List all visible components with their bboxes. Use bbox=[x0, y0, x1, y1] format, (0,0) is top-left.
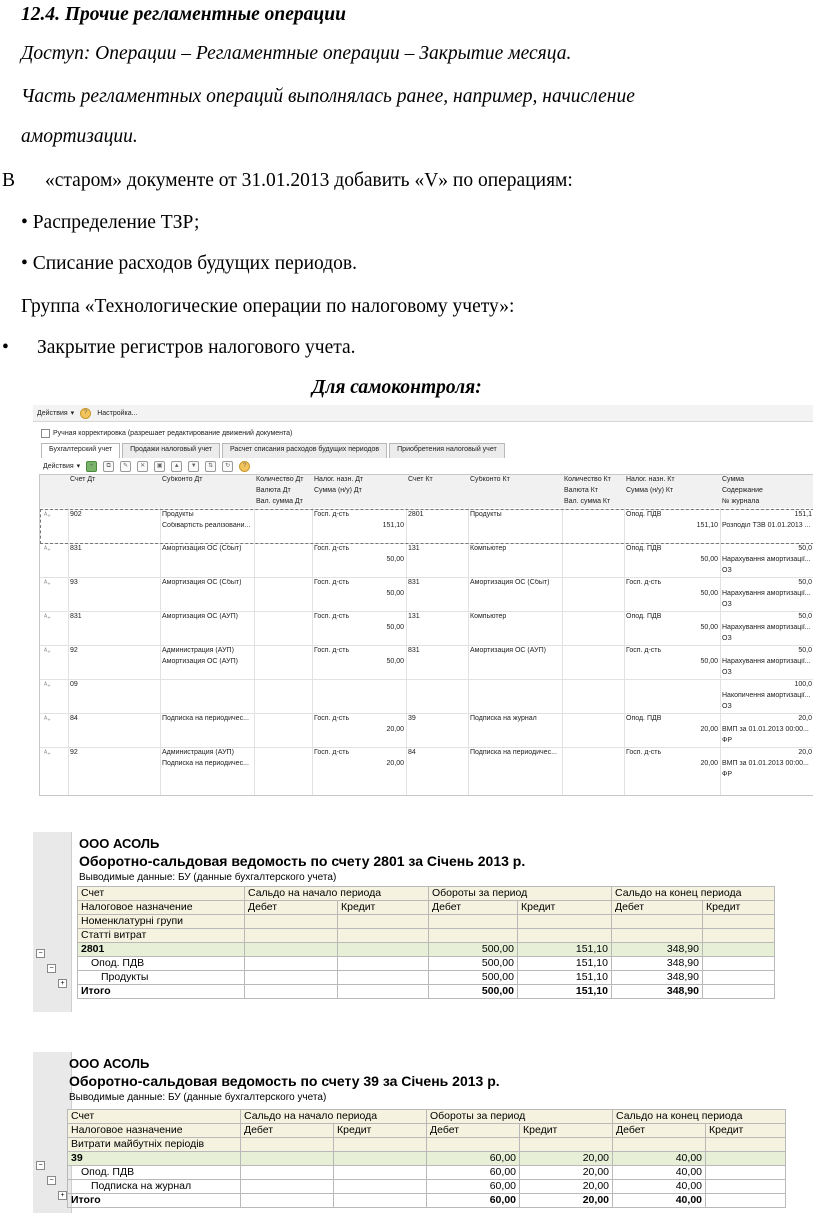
value-cell bbox=[338, 971, 429, 985]
report-subtitle: Выводимые данные: БУ (данные бухгалтерского учета) bbox=[69, 1092, 327, 1103]
table-cell bbox=[427, 1138, 520, 1152]
expand-toggle-icon[interactable]: + bbox=[58, 979, 67, 988]
content: Нарахування амортизації... bbox=[722, 590, 811, 597]
value-cell: 60,00 bbox=[427, 1180, 520, 1194]
table-cell bbox=[429, 929, 518, 943]
amount: 50,0 bbox=[798, 545, 812, 552]
row-type-icon: ᴬ₊ bbox=[44, 750, 51, 757]
row-type-icon: ᴬ₊ bbox=[44, 648, 51, 655]
header-cell: Дебет bbox=[241, 1124, 334, 1138]
header-cell: Сальдо на конец периода bbox=[612, 887, 775, 901]
value-cell: 348,90 bbox=[612, 957, 703, 971]
movement-row[interactable] bbox=[40, 543, 813, 578]
table-cell bbox=[245, 915, 338, 929]
value-cell bbox=[245, 985, 338, 999]
top-toolbar bbox=[33, 405, 813, 422]
bullet-item: • Списание расходов будущих периодов. bbox=[21, 253, 357, 274]
tax-purpose-credit: Госп. д-сть bbox=[626, 749, 662, 756]
table-cell bbox=[703, 915, 775, 929]
column-header[interactable]: Счет Дт bbox=[70, 476, 96, 483]
header-cell: Кредит bbox=[334, 1124, 427, 1138]
help-icon[interactable]: ? bbox=[239, 461, 250, 472]
movement-row[interactable] bbox=[40, 577, 813, 612]
value-cell bbox=[241, 1180, 334, 1194]
sort-icon[interactable]: ⇅ bbox=[205, 461, 216, 472]
tax-sum-debit: 50,00 bbox=[386, 658, 404, 665]
subconto-credit: Компьютер bbox=[470, 545, 507, 552]
tax-sum-credit: 50,00 bbox=[700, 556, 718, 563]
table-cell bbox=[518, 929, 612, 943]
subconto-debit: Администрация (АУП) bbox=[162, 647, 234, 654]
company-name: ООО АСОЛЬ bbox=[69, 1056, 150, 1071]
account-credit: 831 bbox=[408, 647, 420, 654]
value-cell bbox=[245, 971, 338, 985]
move-up-icon[interactable]: ▲ bbox=[171, 461, 182, 472]
value-cell: 151,10 bbox=[518, 971, 612, 985]
row-type-icon: ᴬ₊ bbox=[44, 614, 51, 621]
amount: 50,0 bbox=[798, 647, 812, 654]
tax-sum-debit: 50,00 bbox=[386, 590, 404, 597]
account-credit: 831 bbox=[408, 579, 420, 586]
row-label: 2801 bbox=[78, 943, 245, 957]
header-cell: Кредит bbox=[520, 1124, 613, 1138]
selected-row-outline bbox=[40, 509, 813, 544]
tax-sum-credit: 50,00 bbox=[700, 590, 718, 597]
column-header[interactable]: Субконто Дт bbox=[162, 476, 203, 483]
table-row bbox=[78, 901, 775, 915]
table-cell bbox=[613, 1138, 706, 1152]
row-label: 39 bbox=[68, 1152, 241, 1166]
subconto-debit: Администрация (АУП) bbox=[162, 749, 234, 756]
amount: 50,0 bbox=[798, 613, 812, 620]
table-cell bbox=[429, 915, 518, 929]
tax-sum-credit: 50,00 bbox=[700, 658, 718, 665]
header-cell: Дебет bbox=[429, 901, 518, 915]
value-cell: 151,10 bbox=[518, 957, 612, 971]
table-cell bbox=[245, 929, 338, 943]
subconto-credit: Продукты bbox=[470, 511, 502, 518]
move-down-icon[interactable]: ▼ bbox=[188, 461, 199, 472]
content: ФР bbox=[722, 771, 732, 778]
row-type-icon: ᴬ₊ bbox=[44, 580, 51, 587]
help-icon[interactable]: ? bbox=[80, 408, 91, 419]
column-header[interactable]: Счет Кт bbox=[408, 476, 433, 483]
value-cell bbox=[706, 1194, 786, 1208]
value-cell bbox=[245, 943, 338, 957]
tax-sum-credit: 151,10 bbox=[696, 522, 718, 529]
header-cell: Кредит bbox=[706, 1124, 786, 1138]
content: ОЗ bbox=[722, 635, 732, 642]
chevron-down-icon: ▾ bbox=[76, 463, 81, 470]
value-cell: 500,00 bbox=[429, 957, 518, 971]
column-header[interactable]: Вал. сумма Кт bbox=[564, 498, 611, 505]
table-cell bbox=[338, 915, 429, 929]
value-cell bbox=[703, 943, 775, 957]
value-cell bbox=[706, 1166, 786, 1180]
subconto-debit: Амортизация ОС (Сбыт) bbox=[162, 545, 242, 552]
header-cell: Статті витрат bbox=[78, 929, 245, 943]
value-cell bbox=[703, 957, 775, 971]
table-row bbox=[68, 1166, 786, 1180]
account-debit: 09 bbox=[70, 681, 78, 688]
subconto-debit: Амортизация ОС (АУП) bbox=[162, 613, 238, 620]
value-cell: 40,00 bbox=[613, 1152, 706, 1166]
content: Розподіл ТЗВ 01.01.2013 ... bbox=[722, 522, 811, 529]
subconto-credit: Компьютер bbox=[470, 613, 507, 620]
value-cell: 20,00 bbox=[520, 1166, 613, 1180]
subconto-credit: Подписка на периодичес... bbox=[470, 749, 557, 756]
content: ВМП за 01.01.2013 00:00... bbox=[722, 726, 809, 733]
account-debit: 831 bbox=[70, 545, 82, 552]
tax-purpose-debit: Госп. д-сть bbox=[314, 511, 350, 518]
amount: 20,0 bbox=[798, 715, 812, 722]
header-cell: Налоговое назначение bbox=[68, 1124, 241, 1138]
collapse-toggle-icon[interactable]: − bbox=[47, 964, 56, 973]
note-line-2: амортизации. bbox=[21, 126, 138, 147]
header-cell: Витрати майбутніх періодів bbox=[68, 1138, 241, 1152]
column-header[interactable]: Количество Кт bbox=[564, 476, 611, 483]
subconto-debit: Амортизация ОС (Сбыт) bbox=[162, 579, 242, 586]
table-row bbox=[78, 929, 775, 943]
register-tabs bbox=[41, 443, 507, 458]
account-credit: 131 bbox=[408, 613, 420, 620]
report-subtitle: Выводимые данные: БУ (данные бухгалтерского учета) bbox=[79, 872, 337, 883]
subconto-debit: Подписка на периодичес... bbox=[162, 760, 249, 767]
tax-sum-debit: 151,10 bbox=[382, 522, 404, 529]
row-type-icon: ᴬ₊ bbox=[44, 512, 51, 519]
bullet-item: Закрытие регистров налогового учета. bbox=[37, 337, 356, 358]
tax-purpose-debit: Госп. д-сть bbox=[314, 579, 350, 586]
content: ОЗ bbox=[722, 703, 732, 710]
header-cell: Кредит bbox=[518, 901, 612, 915]
table-cell bbox=[703, 929, 775, 943]
row-label: Опод. ПДВ bbox=[78, 957, 245, 971]
account-credit: 2801 bbox=[408, 511, 424, 518]
manual-correction-checkbox[interactable] bbox=[41, 429, 292, 438]
subconto-debit: Амортизация ОС (АУП) bbox=[162, 658, 238, 665]
tax-purpose-credit: Опод. ПДВ bbox=[626, 545, 662, 552]
refresh-icon[interactable]: ↻ bbox=[222, 461, 233, 472]
note-line-1: Часть регламентных операций выполнялась ранее, например, начисление bbox=[21, 86, 635, 107]
tax-purpose-debit: Госп. д-сть bbox=[314, 613, 350, 620]
table-row bbox=[68, 1152, 786, 1166]
header-cell: Счет bbox=[68, 1110, 241, 1124]
value-cell: 348,90 bbox=[612, 943, 703, 957]
subconto-debit: Подписка на периодичес... bbox=[162, 715, 249, 722]
movement-row[interactable] bbox=[40, 747, 813, 782]
content: Нарахування амортизації... bbox=[722, 658, 811, 665]
amount: 20,0 bbox=[798, 749, 812, 756]
header-cell: Сальдо на конец периода bbox=[613, 1110, 786, 1124]
value-cell: 348,90 bbox=[612, 985, 703, 999]
bullet-item: • Распределение ТЗР; bbox=[21, 212, 200, 233]
end-edit-icon[interactable]: ▣ bbox=[154, 461, 165, 472]
value-cell: 348,90 bbox=[612, 971, 703, 985]
actions-menu[interactable] bbox=[37, 409, 74, 417]
tax-purpose-debit: Госп. д-сть bbox=[314, 545, 350, 552]
tax-sum-credit: 20,00 bbox=[700, 760, 718, 767]
value-cell: 40,00 bbox=[613, 1180, 706, 1194]
value-cell: 40,00 bbox=[613, 1194, 706, 1208]
account-debit: 831 bbox=[70, 613, 82, 620]
table-row bbox=[78, 915, 775, 929]
account-debit: 84 bbox=[70, 715, 78, 722]
account-credit: 39 bbox=[408, 715, 416, 722]
report-table bbox=[77, 886, 775, 999]
content: Нарахування амортизації... bbox=[722, 624, 811, 631]
grid-header bbox=[40, 475, 813, 508]
chevron-down-icon: ▾ bbox=[70, 410, 75, 417]
actions-label: Действия bbox=[37, 409, 68, 417]
value-cell bbox=[245, 957, 338, 971]
header-cell: Сальдо на начало периода bbox=[241, 1110, 427, 1124]
value-cell bbox=[706, 1152, 786, 1166]
tax-purpose-debit: Госп. д-сть bbox=[314, 647, 350, 654]
tax-purpose-credit: Госп. д-сть bbox=[626, 579, 662, 586]
table-row bbox=[78, 985, 775, 999]
tax-sum-credit: 20,00 bbox=[700, 726, 718, 733]
row-label: Итого bbox=[78, 985, 245, 999]
value-cell: 151,10 bbox=[518, 985, 612, 999]
tab-purchases-tax[interactable]: Приобретения налоговый учет bbox=[389, 443, 505, 458]
column-header[interactable]: № журнала bbox=[722, 498, 760, 505]
table-cell bbox=[334, 1138, 427, 1152]
content: Накопичення амортизації... bbox=[722, 692, 811, 699]
collapse-toggle-icon[interactable]: − bbox=[36, 1161, 45, 1170]
grid-actions-menu[interactable] bbox=[43, 462, 80, 470]
row-type-icon: ᴬ₊ bbox=[44, 546, 51, 553]
report-title: Оборотно-сальдовая ведомость по счету 2801 за Січень 2013 р. bbox=[79, 853, 526, 869]
expand-toggle-icon[interactable]: + bbox=[58, 1191, 67, 1200]
value-cell bbox=[334, 1194, 427, 1208]
document-movements-screenshot bbox=[33, 405, 813, 797]
amount: 50,0 bbox=[798, 579, 812, 586]
instruction-text: «старом» документе от 31.01.2013 добавить «V» по операциям: bbox=[45, 170, 573, 191]
bullet-mark: • bbox=[2, 337, 9, 358]
table-cell bbox=[612, 929, 703, 943]
value-cell bbox=[334, 1180, 427, 1194]
grid-actions-label: Действия bbox=[43, 462, 74, 470]
header-cell: Номенклатурні групи bbox=[78, 915, 245, 929]
table-cell bbox=[612, 915, 703, 929]
value-cell bbox=[334, 1152, 427, 1166]
settings-label: Настройка... bbox=[97, 409, 138, 417]
content: Нарахування амортизації... bbox=[722, 556, 811, 563]
value-cell: 151,10 bbox=[518, 943, 612, 957]
value-cell: 20,00 bbox=[520, 1152, 613, 1166]
row-label: Опод. ПДВ bbox=[68, 1166, 241, 1180]
account-debit: 93 bbox=[70, 579, 78, 586]
value-cell: 60,00 bbox=[427, 1152, 520, 1166]
value-cell bbox=[703, 971, 775, 985]
checkbox-box[interactable] bbox=[41, 429, 50, 438]
movement-row[interactable] bbox=[40, 645, 813, 680]
table-row bbox=[68, 1110, 786, 1124]
collapse-toggle-icon[interactable]: − bbox=[47, 1176, 56, 1185]
tax-purpose-debit: Госп. д-сть bbox=[314, 715, 350, 722]
copy-icon[interactable]: ⧉ bbox=[103, 461, 114, 472]
value-cell bbox=[334, 1166, 427, 1180]
edit-icon[interactable]: ✎ bbox=[120, 461, 131, 472]
movement-row[interactable] bbox=[40, 679, 813, 714]
subconto-credit: Амортизация ОС (АУП) bbox=[470, 647, 546, 654]
tab-sales-tax[interactable]: Продажи налоговый учет bbox=[122, 443, 220, 458]
row-type-icon: ᴬ₊ bbox=[44, 682, 51, 689]
column-header[interactable]: Сумма (н/у) Дт bbox=[314, 487, 362, 494]
collapse-toggle-icon[interactable]: − bbox=[36, 949, 45, 958]
value-cell: 20,00 bbox=[520, 1180, 613, 1194]
content: ОЗ bbox=[722, 601, 732, 608]
content: ОЗ bbox=[722, 669, 732, 676]
table-row bbox=[68, 1124, 786, 1138]
table-row bbox=[78, 957, 775, 971]
header-cell: Дебет bbox=[612, 901, 703, 915]
table-cell bbox=[241, 1138, 334, 1152]
access-path: Доступ: Операции – Регламентные операции – Закрытие месяца. bbox=[21, 43, 572, 64]
value-cell bbox=[241, 1152, 334, 1166]
content: ОЗ bbox=[722, 567, 732, 574]
balance-report-39 bbox=[33, 1052, 811, 1213]
value-cell bbox=[241, 1166, 334, 1180]
value-cell: 60,00 bbox=[427, 1166, 520, 1180]
table-row bbox=[68, 1138, 786, 1152]
value-cell bbox=[338, 957, 429, 971]
tax-sum-debit: 50,00 bbox=[386, 556, 404, 563]
settings-button[interactable] bbox=[97, 410, 137, 417]
movements-grid bbox=[39, 474, 813, 796]
movement-row[interactable] bbox=[40, 713, 813, 748]
subconto-credit: Подписка на журнал bbox=[470, 715, 537, 722]
row-label: Итого bbox=[68, 1194, 241, 1208]
column-header[interactable]: Налог. назн. Дт bbox=[314, 476, 364, 483]
header-cell: Дебет bbox=[613, 1124, 706, 1138]
header-cell: Обороты за период bbox=[429, 887, 612, 901]
instruction-prefix: В bbox=[2, 170, 16, 191]
selfcheck-heading: Для самоконтроля: bbox=[312, 377, 482, 398]
header-cell: Сальдо на начало периода bbox=[245, 887, 429, 901]
checkbox-label: Ручная корректировка (разрешает редактирование движений документа) bbox=[53, 430, 293, 437]
value-cell bbox=[703, 985, 775, 999]
amount: 100,0 bbox=[794, 681, 812, 688]
report-title: Оборотно-сальдовая ведомость по счету 39 за Січень 2013 р. bbox=[69, 1073, 500, 1089]
tab-deferred-expenses[interactable]: Расчет списания расходов будущих периодов bbox=[222, 443, 387, 458]
column-header[interactable]: Вал. сумма Дт bbox=[256, 498, 303, 505]
table-cell bbox=[518, 915, 612, 929]
tax-sum-debit: 20,00 bbox=[386, 726, 404, 733]
value-cell: 20,00 bbox=[520, 1194, 613, 1208]
header-cell: Дебет bbox=[245, 901, 338, 915]
row-label: Продукты bbox=[78, 971, 245, 985]
company-name: ООО АСОЛЬ bbox=[79, 836, 160, 851]
value-cell: 60,00 bbox=[427, 1194, 520, 1208]
tax-purpose-credit: Госп. д-сть bbox=[626, 647, 662, 654]
account-credit: 131 bbox=[408, 545, 420, 552]
row-label: Подписка на журнал bbox=[68, 1180, 241, 1194]
section-heading: 12.4. Прочие регламентные операции bbox=[21, 4, 346, 25]
account-credit: 84 bbox=[408, 749, 416, 756]
table-row bbox=[78, 887, 775, 901]
value-cell bbox=[338, 943, 429, 957]
table-cell bbox=[706, 1138, 786, 1152]
value-cell: 40,00 bbox=[613, 1166, 706, 1180]
tax-purpose-credit: Опод. ПДВ bbox=[626, 613, 662, 620]
movement-row[interactable] bbox=[40, 611, 813, 646]
header-cell: Кредит bbox=[338, 901, 429, 915]
value-cell bbox=[338, 985, 429, 999]
value-cell: 500,00 bbox=[429, 943, 518, 957]
report-table bbox=[67, 1109, 786, 1208]
subconto-debit: Собівартість реалізовани... bbox=[162, 522, 251, 529]
delete-icon[interactable]: ✕ bbox=[137, 461, 148, 472]
column-header[interactable]: Валюта Дт bbox=[256, 487, 291, 494]
column-header[interactable]: Валюта Кт bbox=[564, 487, 598, 494]
tax-sum-debit: 20,00 bbox=[386, 760, 404, 767]
table-row bbox=[68, 1194, 786, 1208]
column-header[interactable]: Сумма bbox=[722, 476, 744, 483]
tab-accounting[interactable]: Бухгалтерский учет bbox=[41, 443, 120, 458]
content: ВМП за 01.01.2013 00:00... bbox=[722, 760, 809, 767]
account-debit: 92 bbox=[70, 647, 78, 654]
value-cell: 500,00 bbox=[429, 971, 518, 985]
table-cell bbox=[338, 929, 429, 943]
value-cell: 500,00 bbox=[429, 985, 518, 999]
tax-purpose-debit: Госп. д-сть bbox=[314, 749, 350, 756]
subconto-debit: Продукты bbox=[162, 511, 194, 518]
tax-purpose-credit: Опод. ПДВ bbox=[626, 715, 662, 722]
value-cell bbox=[706, 1180, 786, 1194]
header-cell: Обороты за период bbox=[427, 1110, 613, 1124]
header-cell: Счет bbox=[78, 887, 245, 901]
add-row-icon[interactable]: + bbox=[86, 461, 97, 472]
subconto-credit: Амортизация ОС (Сбыт) bbox=[470, 579, 550, 586]
account-debit: 92 bbox=[70, 749, 78, 756]
tax-sum-credit: 50,00 bbox=[700, 624, 718, 631]
account-debit: 902 bbox=[70, 511, 82, 518]
tax-purpose-credit: Опод. ПДВ bbox=[626, 511, 662, 518]
column-header[interactable]: Налог. назн. Кт bbox=[626, 476, 675, 483]
content: ФР bbox=[722, 737, 732, 744]
table-row bbox=[78, 971, 775, 985]
balance-report-2801 bbox=[33, 832, 811, 1012]
table-row bbox=[68, 1180, 786, 1194]
column-header[interactable]: Количество Дт bbox=[256, 476, 304, 483]
grid-toolbar bbox=[39, 458, 813, 474]
header-cell: Дебет bbox=[427, 1124, 520, 1138]
header-cell: Кредит bbox=[703, 901, 775, 915]
row-type-icon: ᴬ₊ bbox=[44, 716, 51, 723]
column-header[interactable]: Содержание bbox=[722, 487, 763, 494]
tax-sum-debit: 50,00 bbox=[386, 624, 404, 631]
column-header[interactable]: Сумма (н/у) Кт bbox=[626, 487, 674, 494]
column-header[interactable]: Субконто Кт bbox=[470, 476, 510, 483]
table-cell bbox=[520, 1138, 613, 1152]
amount: 151,1 bbox=[794, 511, 812, 518]
header-cell: Налоговое назначение bbox=[78, 901, 245, 915]
group-heading: Группа «Технологические операции по налоговому учету»: bbox=[21, 296, 515, 317]
table-row bbox=[78, 943, 775, 957]
value-cell bbox=[241, 1194, 334, 1208]
